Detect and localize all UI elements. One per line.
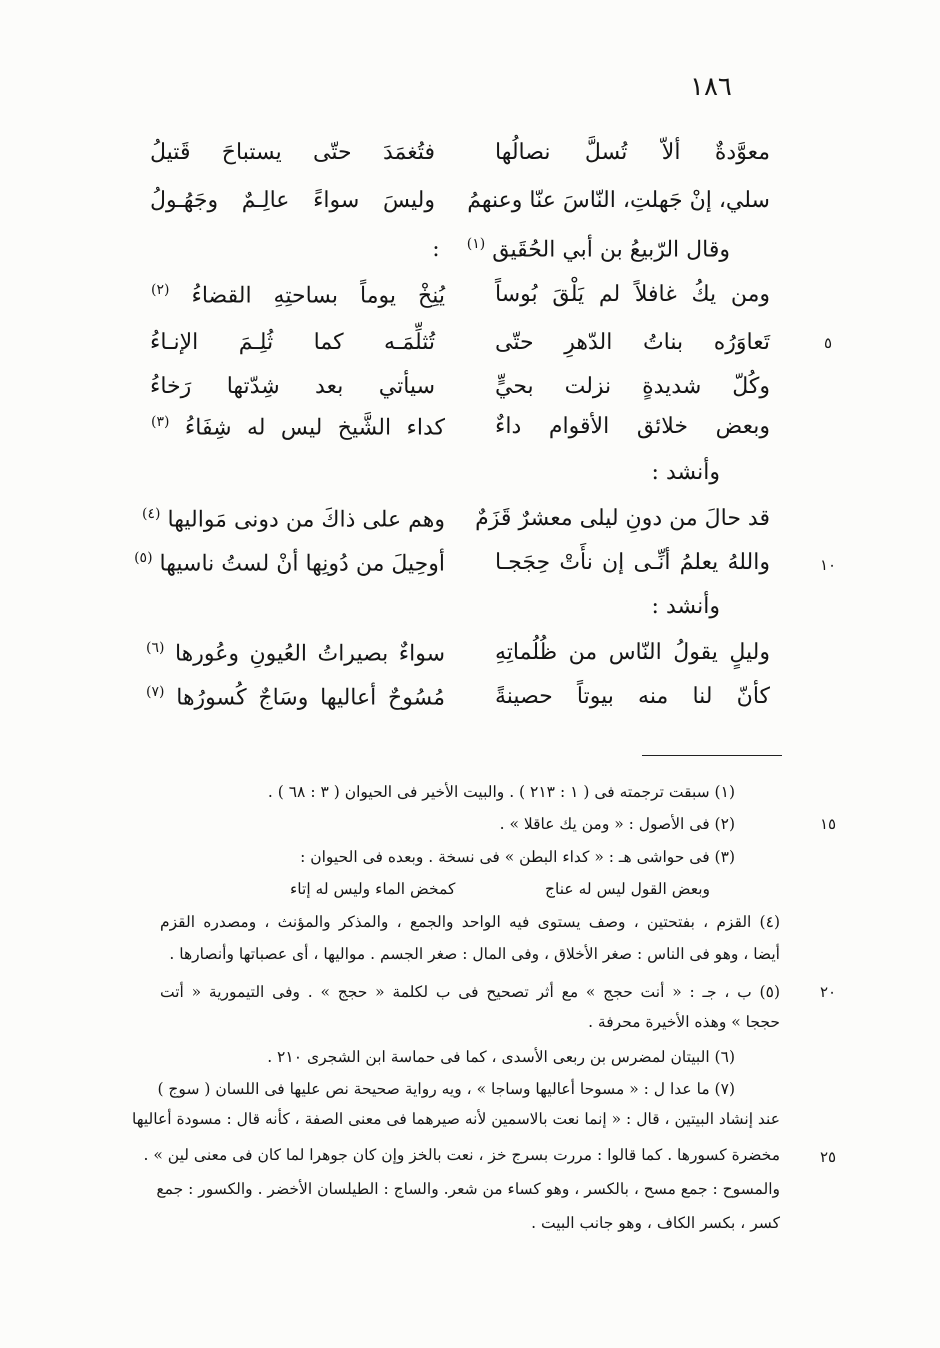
- verse-line: [146, 684, 770, 724]
- intro-text: وقال الرّبيعُ بن أبي الحُقَيق: [492, 237, 730, 263]
- hemistich-text: سواءٌ بصيراتُ العُيونِ وعُورها: [174, 641, 446, 667]
- footnote-5-line-2: حججا » وهذه الأخيرة محرفة .: [588, 1013, 780, 1031]
- footnote-1: (١) سبقت ترجمته فى ( ١ : ٢١٣ ) . والبيت الأخير فى الحيوان ( ٣ : ٦٨ ) .: [267, 783, 735, 801]
- footnote-ref: (٦): [146, 640, 165, 656]
- colon: :: [432, 237, 440, 263]
- verse-first-hemistich: معوَّدةٌ ألاّ تُسلَّ نصالُها: [495, 140, 770, 165]
- hemistich-text: يُنِخْ يوماً بساحتِهِ القضاءُ: [191, 283, 445, 309]
- footnote-7-line-5: كسر ، بكسر الكاف ، وهو جانب البيت .: [531, 1214, 780, 1232]
- verse-second-hemistich: وليسَ سواءً عالِـمٌ وجَهُـولُ: [150, 188, 435, 213]
- footnote-4-line-1: (٤) القزم ، بفتحتين ، وصف يستوى فيه الواحد والجمع ، والمذكر والمؤنث ، ومصدره القزم: [160, 913, 780, 931]
- verse-line: [150, 374, 770, 414]
- footnote-2: (٢) فى الأصول : « ومن يك عاقلا » .: [499, 815, 735, 833]
- verse-line: [150, 188, 770, 228]
- footnote-3: (٣) فى حواشى هـ : « كداء البطن » فى نسخة . وبعده فى الحيوان :: [300, 848, 735, 866]
- footnote-ref: (٤): [142, 506, 161, 522]
- verse-second-hemistich: [140, 640, 445, 666]
- anshad-line: وأنشد :: [651, 594, 720, 619]
- page-number: ١٨٦: [690, 72, 732, 102]
- hemistich-text: مُسُوحٌ أعاليها وسَاجٌ كُسورُها: [176, 685, 445, 711]
- verse-second-hemistich: فتُغمَدَ حتّى يستباحَ قَتيلُ: [150, 140, 435, 165]
- hemistich-text: أوحِيلَ من دُونِها أنْ لستُ ناسيها: [159, 551, 445, 577]
- verse-first-hemistich: وليلٍ يقولُ النّاس من ظُلُماتِهِ: [495, 640, 770, 665]
- footnote-3-verse: [290, 880, 710, 902]
- footnote-ref: (٢): [151, 282, 170, 298]
- line-number: ٢٥: [819, 1148, 837, 1166]
- footnote-7-line-2: عند إنشاد البيتين ، قال : « إنما نعت بالاسمين لأنه صيرهما فى معنى الصفة ، كأنه قال : مسودة أعاليها: [131, 1110, 780, 1128]
- verse-line: [150, 282, 770, 322]
- verse-second-hemistich: تُثلِّمَـه كما ثُلِـمَ الإنـاءُ: [150, 330, 435, 355]
- verse-first-hemistich: واللهُ يعلمُ أنِّـى إن نأَتْ حِجَجـا: [495, 550, 770, 575]
- verse-first-hemistich: قد حالَ من دونِ ليلى معشرٌ قَزَمٌ: [475, 506, 770, 531]
- line-number: ١٠: [819, 556, 837, 574]
- verse-line: [150, 140, 770, 180]
- verse-first-hemistich: سلي، إنْ جَهلتِ، النّاسَ عنّا وعنهمُ: [467, 188, 770, 213]
- verse-first-hemistich: وكُلّ شديدةٍ نزلت بحيٍّ: [495, 374, 770, 399]
- verse-line: [150, 414, 770, 454]
- verse-second-hemistich: [140, 684, 445, 710]
- footnote-6: (٦) البيتان لمضرس بن ربعى الأسدى ، كما فى حماسة ابن الشجرى ٢١٠ .: [267, 1048, 735, 1066]
- verse-second-hemistich: [134, 550, 445, 577]
- verse-second-hemistich: [145, 414, 445, 440]
- hemistich-text: كداء الشَّيخ ليس له شِفَاءُ: [184, 415, 445, 441]
- footnote-7-line-3: مخضرة كسورها . كما قالوا : مررت بسرج خز ، نعت بالخز وإن كان جوهرا لما كان فى معنى لين » .: [143, 1146, 780, 1164]
- anshad-line: وأنشد :: [651, 460, 720, 485]
- intro-line: [432, 236, 730, 262]
- verse-first-hemistich: وبعض خلائق الأقوام داءٌ: [495, 414, 770, 439]
- line-number: ٢٠: [819, 983, 837, 1001]
- verse-line: [134, 550, 770, 590]
- footnote-ref: (٣): [151, 414, 170, 430]
- footnote-7-line-1: (٧) ما عدا ل : « مسوحا أعاليها وساجا » ، ويه رواية صحيحة نص عليها فى اللسان ( سوج ): [157, 1080, 735, 1098]
- footnote-separator: [642, 755, 782, 756]
- verse-line: [146, 640, 770, 680]
- footnote-4-line-2: أيضا ، وهو فى الناس : صغر الأخلاق ، وفى المال : صغر الجسم . مواليها ، أى عصباتها وأنصارها .: [169, 945, 780, 963]
- footnote-ref: (١): [466, 236, 486, 252]
- line-number: ٥: [823, 334, 833, 352]
- line-number: ١٥: [819, 815, 837, 833]
- footnote-ref: (٧): [146, 684, 165, 700]
- verse-second-hemistich: سيأتي بعد شِدّتها رَخاءُ: [150, 374, 435, 399]
- footnote-5-line-1: (٥) ب ، جـ : « أنت حجج » مع أثر تصحيح فى ب لكلمة « حجج » . وفى التيمورية « أتت: [160, 983, 780, 1001]
- footnote-7-line-4: والمسوح : جمع مسح ، بالكسر ، وهو كساء من شعر. والساج : الطيلسان الأخضر . والكسور : جمع: [156, 1180, 780, 1198]
- fn-verse-first-hemistich: وبعض القول ليس له عناج: [545, 880, 710, 898]
- verse-first-hemistich: كأنّ لنا منه بيوتاً حصينةً: [495, 684, 770, 709]
- footnote-ref: (٥): [134, 550, 153, 566]
- verse-first-hemistich: تَعاوَرُه بناتُ الدّهرِ حتّى: [495, 330, 770, 355]
- fn-verse-second-hemistich: كمخض الماء وليس له إتاء: [290, 880, 456, 898]
- verse-second-hemistich: [145, 282, 445, 308]
- verse-line: [150, 330, 770, 370]
- verse-second-hemistich: [140, 506, 445, 532]
- verse-line: [142, 506, 770, 546]
- hemistich-text: وهم على ذاكَ من دونى مَواليها: [167, 507, 445, 533]
- verse-first-hemistich: ومن يكُ غافلاً لم يَلْقَ بُوساً: [495, 282, 770, 307]
